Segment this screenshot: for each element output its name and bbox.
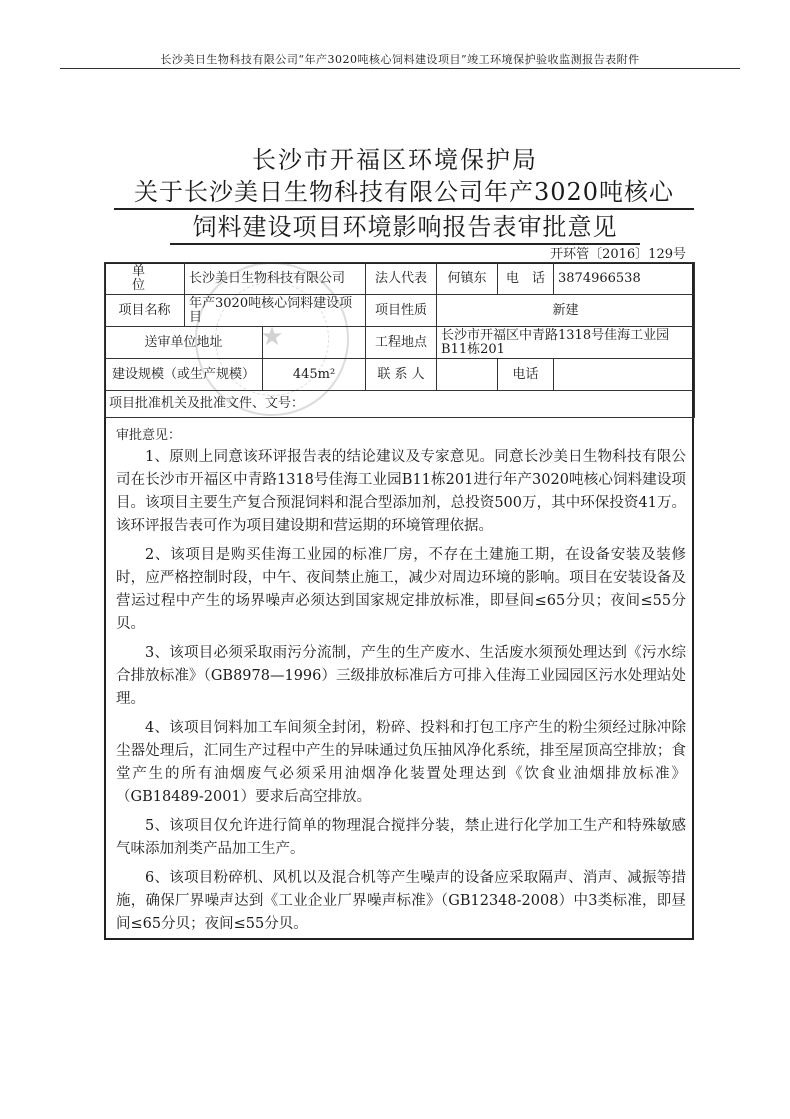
legal-rep-label: 法人代表 [366,263,437,295]
phone2-label: 电话 [498,359,554,391]
opinion-paragraph-3: 3、该项目必须采取雨污分流制，产生的生产废水、生活废水须预处理达到《污水综合排放标准》（GB8978—1996）三级排放标准后方可排入佳海工业园园区污水处理站处理。 [116,645,686,707]
agency-name: 长沙市开福区环境保护局 [252,146,538,174]
project-nature-label: 项目性质 [366,295,437,327]
table-row [105,359,695,391]
site-label: 工程地点 [366,327,437,359]
phone-value: 3874966538 [554,263,695,295]
project-name-label: 项目名称 [105,295,185,327]
submit-address-label: 送审单位地址 [105,327,263,359]
document-title-line-2: 饲料建设项目环境影响报告表审批意见 [170,207,640,245]
opinion-paragraph-4: 4、该项目饲料加工车间须全封闭，粉碎、投料和打包工序产生的粉尘须经过脉冲除尘器处理后，汇同生产过程中产生的异味通过负压抽风净化系统，排至屋顶高空排放；食堂产生的所有油烟废气必须采用油烟净化装置处理达到《饮食业油烟排放标准》（GB18489-2001）要求后高空排放。 [116,720,686,805]
report-header: 长沙美日生物科技有限公司“年产3020吨核心饲料建设项目”竣工环境保护验收监测报告表附件 [160,53,640,66]
scale-value: 445m² [263,359,366,391]
contact-label: 联 系 人 [366,359,437,391]
opinion-paragraph-2: 2、该项目是购买佳海工业园的标准厂房，不存在土建施工期，在设备安装及装修时，应严格控制时段，中午、夜间禁止施工，减少对周边环境的影响。项目在安装设备及营运过程中产生的场界噪声必须达到国家规定排放标准，即昼间≤65分贝；夜间≤55分贝。 [116,547,686,632]
project-name-value: 年产3020吨核心饲料建设项目 [185,295,366,327]
seal-star-icon: ★ [260,322,284,352]
unit-value: 长沙美日生物科技有限公司 [185,263,366,295]
table-row [105,263,695,295]
header-divider [60,68,740,69]
site-value: 长沙市开福区中青路1318号佳海工业园B11栋201 [437,327,695,359]
approval-opinions [116,446,686,942]
table-row [105,327,695,359]
opinion-label: 审批意见： [116,428,182,443]
legal-rep-value: 何镇东 [437,263,498,295]
table-row [105,391,695,418]
contact-value [437,359,498,391]
document-number: 开环管〔2016〕129号 [550,247,686,262]
opinion-paragraph-1: 1、原则上同意该环评报告表的结论建议及专家意见。同意长沙美日生物科技有限公司在长沙市开福区中青路1318号佳海工业园B11栋201进行年产3020吨核心饲料建设项目。该项目主要生产复合预混饲料和混合型添加剂，总投资500万，其中环保投资41万。该环评报告表可作为项目建设期和营运期的环境管理依据。 [116,449,686,534]
table-row [105,295,695,327]
scale-label: 建设规模（或生产规模） [105,359,263,391]
approval-docs-label: 项目批准机关及批准文件、文号： [105,391,695,418]
phone2-value [554,359,695,391]
project-info-table [104,262,695,418]
unit-label: 单 位 [105,263,185,295]
opinion-paragraph-6: 6、该项目粉碎机、风机以及混合机等产生噪声的设备应采取隔声、消声、减振等措施，确保厂界噪声达到《工业企业厂界噪声标准》（GB12348-2008）中3类标准，即昼间≤65分贝；夜间≤55分贝。 [116,870,686,932]
official-seal-stamp [195,262,349,416]
phone-label: 电 话 [498,263,554,295]
document-title-line-1: 关于长沙美日生物科技有限公司年产3020吨核心 [114,172,694,210]
project-nature-value: 新建 [437,295,695,327]
opinion-paragraph-5: 5、该项目仅允许进行简单的物理混合搅拌分装，禁止进行化学加工生产和特殊敏感气味添加剂类产品加工生产。 [116,818,686,857]
